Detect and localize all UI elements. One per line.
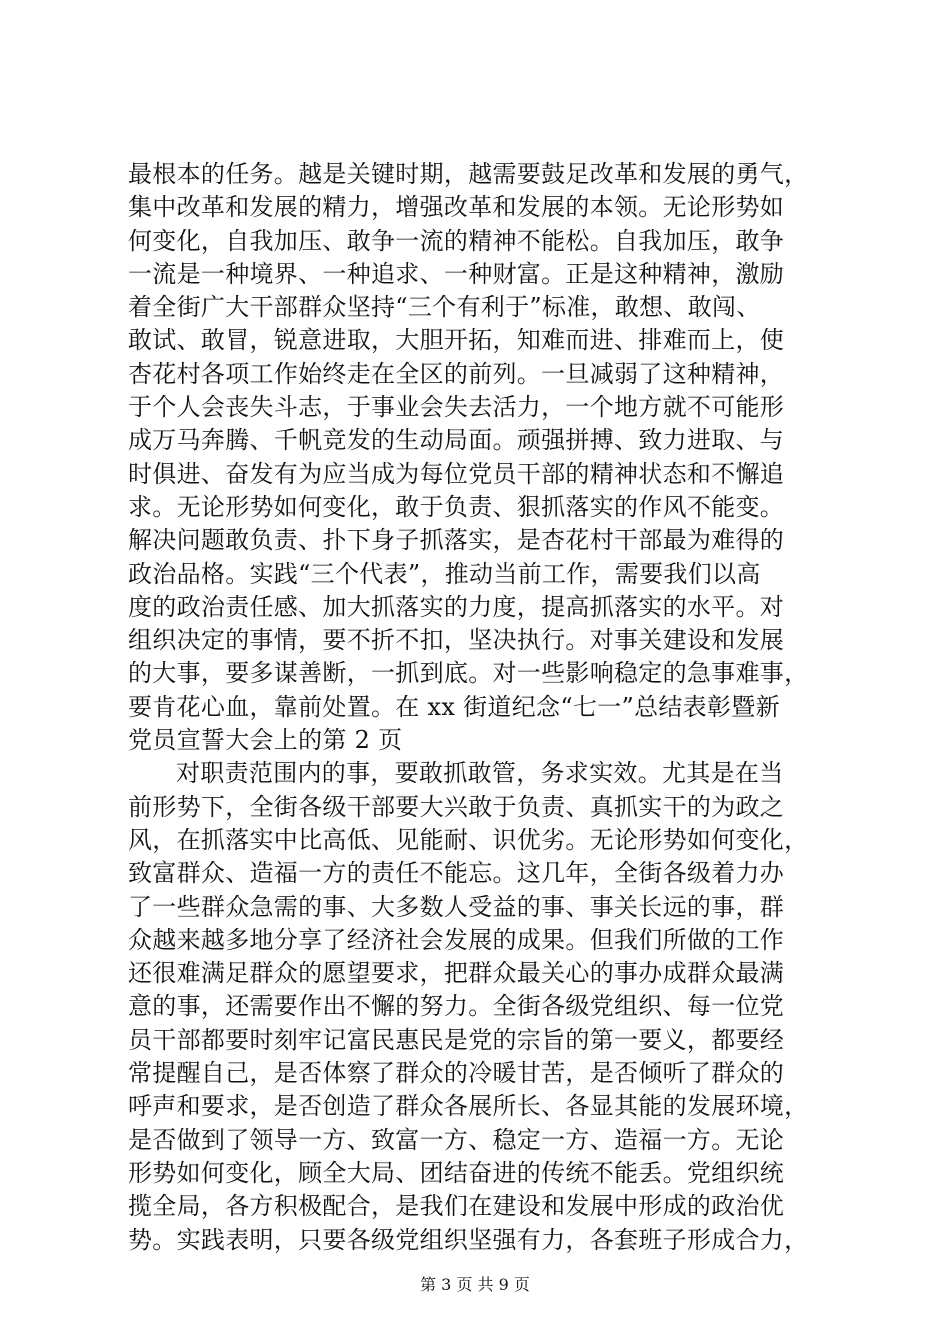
text-line: 的大事，要多谋善断，一抓到底。对一些影响稳定的急事难事， [128,659,809,688]
text-line: 着全街广大干部群众坚持“三个有利于”标准，敢想、敢闯、 [128,293,761,322]
text-line: 前形势下，全街各级干部要大兴敢于负责、真抓实干的为政之 [128,792,785,821]
text-line: 揽全局，各方积极配合，是我们在建设和发展中形成的政治优 [128,1192,785,1221]
text-line: 杏花村各项工作始终走在全区的前列。一旦减弱了这种精神， [128,359,785,388]
text-line: 敢试、敢冒，锐意进取，大胆开拓，知难而进、排难而上，使 [128,326,785,355]
text-line: 党员宣誓大会上的第 2 页 [128,726,403,755]
text-line: 集中改革和发展的精力，增强改革和发展的本领。无论形势如 [128,193,785,222]
text-line: 组织决定的事情，要不折不扣，坚决执行。对事关建设和发展 [128,626,785,655]
text-line: 何变化，自我加压、敢争一流的精神不能松。自我加压，敢争 [128,226,785,255]
document-body [128,158,828,1257]
text-line: 时俱进、奋发有为应当成为每位党员干部的精神状态和不懈追 [128,459,785,488]
text-line: 于个人会丧失斗志，于事业会失去活力，一个地方就不可能形 [128,393,785,422]
text-line: 成万马奔腾、千帆竞发的生动局面。顽强拼搏、致力进取、与 [128,426,785,455]
text-line: 众越来越多地分享了经济社会发展的成果。但我们所做的工作 [128,925,785,954]
text-line: 最根本的任务。越是关键时期，越需要鼓足改革和发展的勇气， [128,160,809,188]
text-line: 一流是一种境界、一种追求、一种财富。正是这种精神，激励 [128,259,785,288]
text-line: 员干部都要时刻牢记富民惠民是党的宗旨的第一要义，都要经 [128,1025,785,1054]
text-line: 意的事，还需要作出不懈的努力。全街各级党组织、每一位党 [128,992,785,1021]
text-line: 势。实践表明，只要各级党组织坚强有力，各套班子形成合力， [128,1225,809,1254]
text-line: 要肯花心血，靠前处置。在 xx 街道纪念“七一”总结表彰暨新 [128,692,780,721]
text-line: 是否做到了领导一方、致富一方、稳定一方、造福一方。无论 [128,1125,785,1154]
text-line: 还很难满足群众的愿望要求，把群众最关心的事办成群众最满 [128,959,785,988]
text-line: 致富群众、造福一方的责任不能忘。这几年，全街各级着力办 [128,859,785,888]
text-line: 风，在抓落实中比高低、见能耐、识优劣。无论形势如何变化， [128,825,809,854]
text-line: 度的政治责任感、加大抓落实的力度，提高抓落实的水平。对 [128,592,785,621]
page-footer: 第 3 页 共 9 页 [420,1275,530,1294]
text-line: 解决问题敢负责、扑下身子抓落实，是杏花村干部最为难得的 [128,526,785,555]
text-line: 求。无论形势如何变化，敢于负责、狠抓落实的作风不能变。 [128,492,785,521]
text-line: 了一些群众急需的事、大多数人受益的事、事关长远的事，群 [128,892,785,921]
paragraph-start-line: 对职责范围内的事，要敢抓敢管，务求实效。尤其是在当 [176,759,784,788]
text-line: 常提醒自己，是否体察了群众的冷暖甘苦，是否倾听了群众的 [128,1059,785,1088]
text-line: 呼声和要求，是否创造了群众各展所长、各显其能的发展环境， [128,1092,809,1121]
text-line: 政治品格。实践“三个代表”，推动当前工作，需要我们以高 [128,559,761,588]
text-line: 形势如何变化，顾全大局、团结奋进的传统不能丢。党组织统 [128,1158,785,1187]
